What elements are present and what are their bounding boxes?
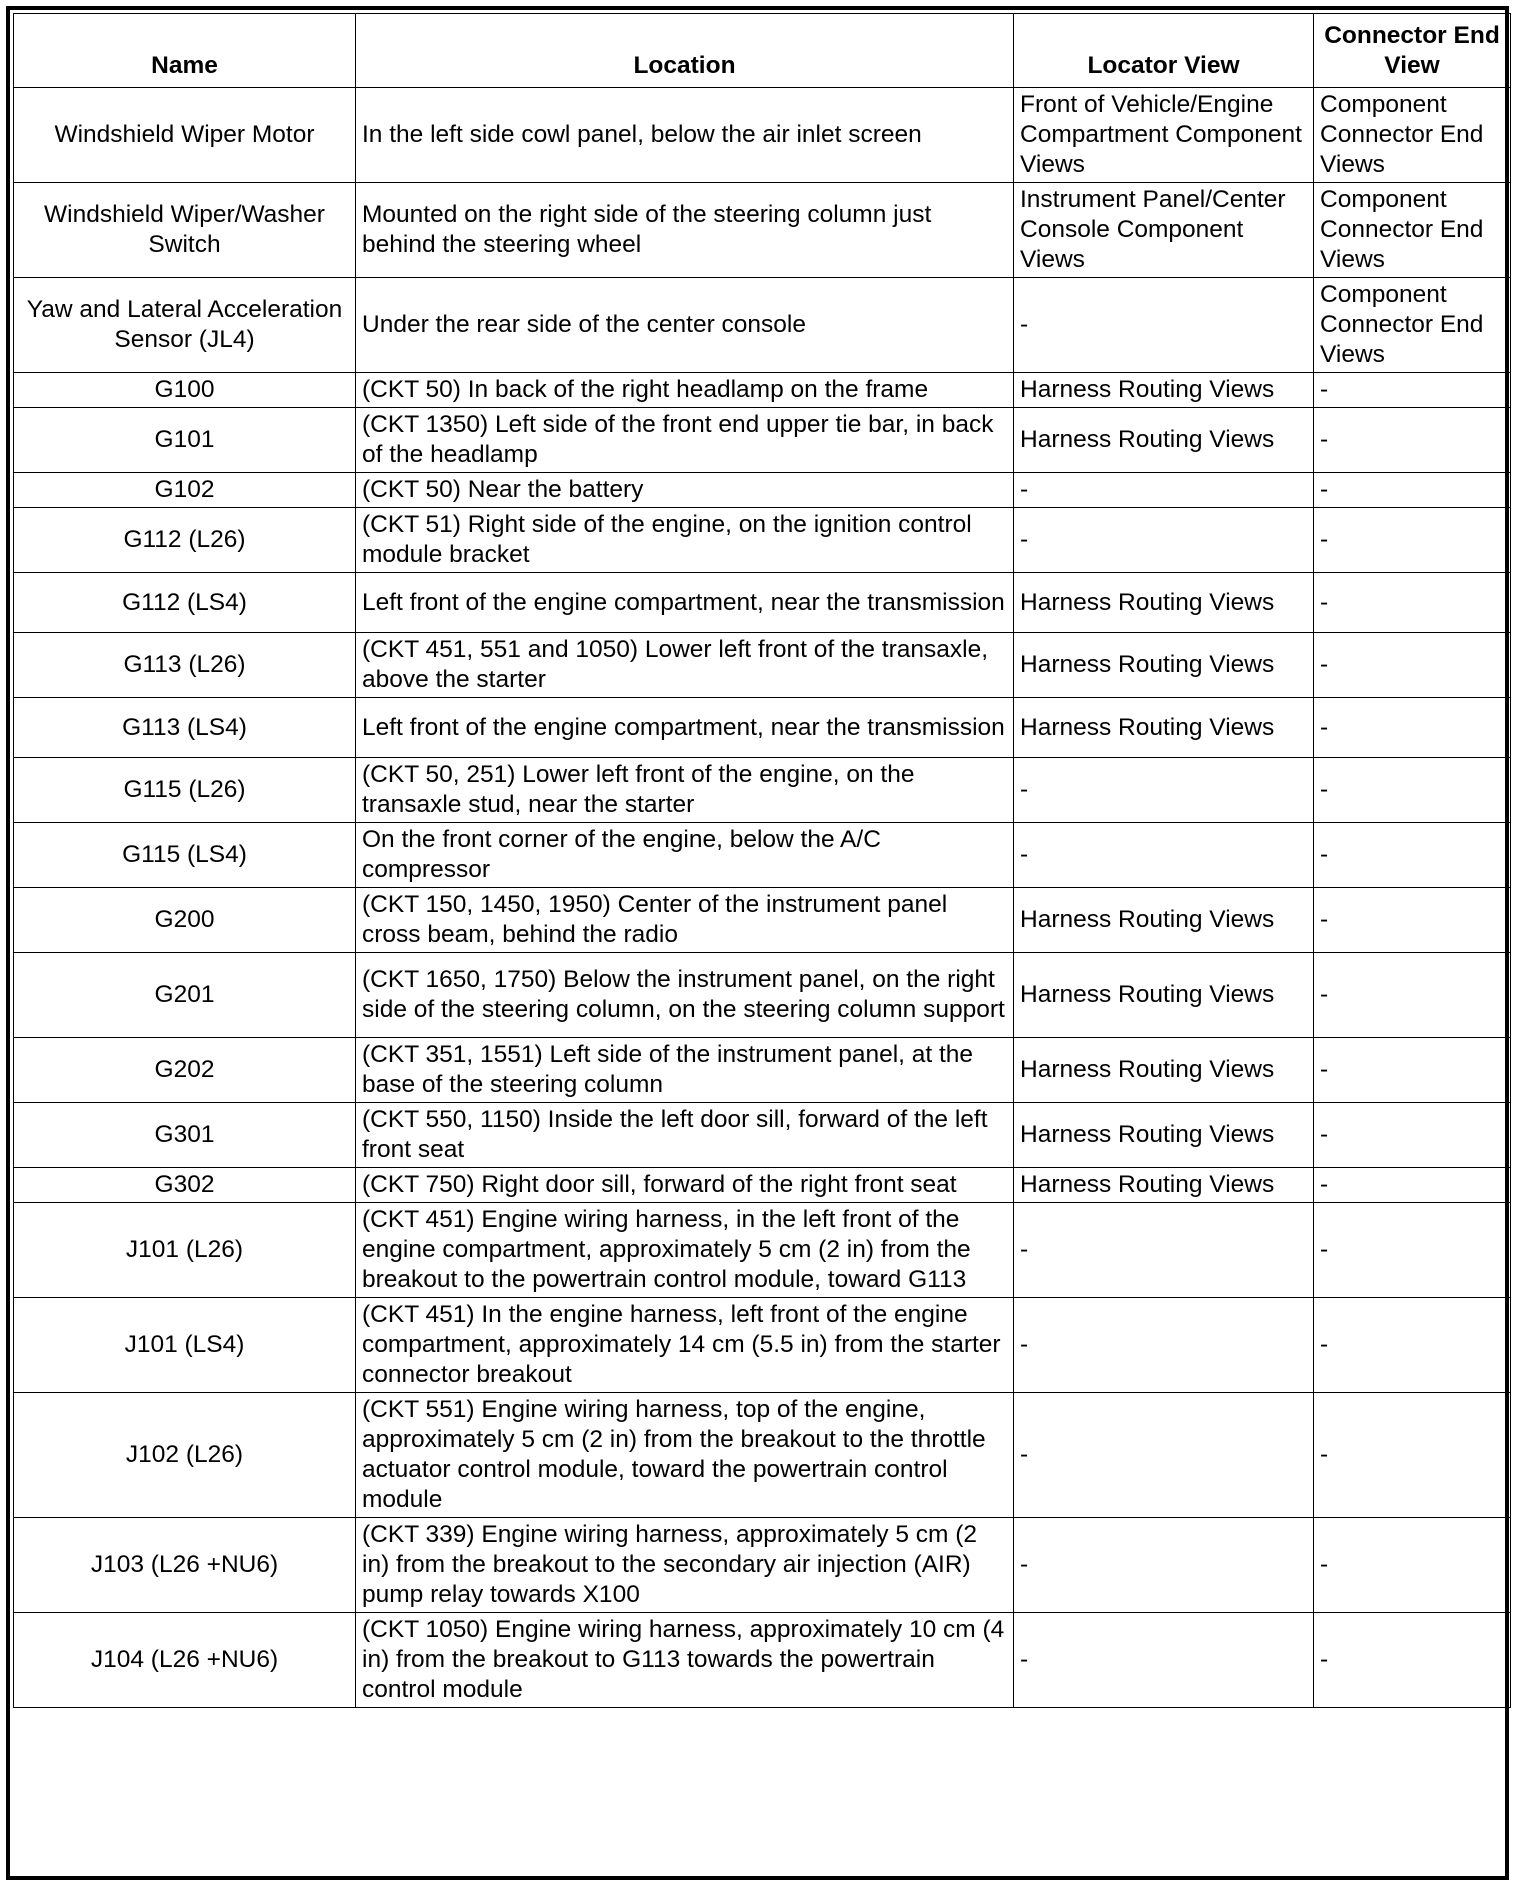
cell-name: J102 (L26): [14, 1393, 356, 1518]
cell-location: (CKT 150, 1450, 1950) Center of the instrument panel cross beam, behind the radio: [356, 888, 1014, 953]
cell-connector-end-view: Component Connector End Views: [1314, 88, 1511, 183]
cell-name: G115 (LS4): [14, 823, 356, 888]
cell-connector-end-view: -: [1314, 1298, 1511, 1393]
cell-locator-view: -: [1014, 1298, 1314, 1393]
cell-locator-view: -: [1014, 1613, 1314, 1708]
cell-locator-view: Harness Routing Views: [1014, 953, 1314, 1038]
cell-connector-end-view: -: [1314, 823, 1511, 888]
cell-name: G113 (LS4): [14, 698, 356, 758]
table-row: [14, 573, 1511, 633]
cell-name: J103 (L26 +NU6): [14, 1518, 356, 1613]
header-connector-end-view: Connector End View: [1314, 14, 1511, 88]
cell-location: (CKT 1650, 1750) Below the instrument panel, on the right side of the steering column, on the steering column support: [356, 953, 1014, 1038]
table-row: [14, 1168, 1511, 1203]
cell-name: J104 (L26 +NU6): [14, 1613, 356, 1708]
cell-name: Windshield Wiper/Washer Switch: [14, 183, 356, 278]
cell-name: G201: [14, 953, 356, 1038]
cell-name: Windshield Wiper Motor: [14, 88, 356, 183]
cell-connector-end-view: -: [1314, 758, 1511, 823]
cell-location: (CKT 551) Engine wiring harness, top of the engine, approximately 5 cm (2 in) from the breakout to the throttle actuator control module, toward the powertrain control module: [356, 1393, 1014, 1518]
cell-location: (CKT 351, 1551) Left side of the instrument panel, at the base of the steering column: [356, 1038, 1014, 1103]
table-row: [14, 183, 1511, 278]
cell-locator-view: Harness Routing Views: [1014, 1038, 1314, 1103]
cell-name: G200: [14, 888, 356, 953]
cell-connector-end-view: -: [1314, 1103, 1511, 1168]
cell-connector-end-view: -: [1314, 573, 1511, 633]
table-row: [14, 888, 1511, 953]
table-row: [14, 823, 1511, 888]
header-name: Name: [14, 14, 356, 88]
component-location-table-frame: [6, 6, 1509, 1880]
cell-locator-view: Harness Routing Views: [1014, 1103, 1314, 1168]
cell-location: (CKT 750) Right door sill, forward of the right front seat: [356, 1168, 1014, 1203]
cell-name: Yaw and Lateral Acceleration Sensor (JL4): [14, 278, 356, 373]
cell-name: G302: [14, 1168, 356, 1203]
cell-locator-view: Harness Routing Views: [1014, 633, 1314, 698]
table-row: [14, 698, 1511, 758]
cell-location: Under the rear side of the center console: [356, 278, 1014, 373]
table-row: [14, 1038, 1511, 1103]
table-row: [14, 1613, 1511, 1708]
cell-name: J101 (L26): [14, 1203, 356, 1298]
table-header-row: [14, 14, 1511, 88]
cell-locator-view: -: [1014, 1203, 1314, 1298]
cell-location: (CKT 50) In back of the right headlamp on the frame: [356, 373, 1014, 408]
cell-locator-view: -: [1014, 1518, 1314, 1613]
cell-connector-end-view: -: [1314, 1518, 1511, 1613]
cell-location: (CKT 550, 1150) Inside the left door sill, forward of the left front seat: [356, 1103, 1014, 1168]
cell-locator-view: Harness Routing Views: [1014, 408, 1314, 473]
cell-name: G113 (L26): [14, 633, 356, 698]
cell-name: G115 (L26): [14, 758, 356, 823]
cell-connector-end-view: -: [1314, 1038, 1511, 1103]
cell-connector-end-view: -: [1314, 1613, 1511, 1708]
cell-location: (CKT 1350) Left side of the front end upper tie bar, in back of the headlamp: [356, 408, 1014, 473]
cell-connector-end-view: -: [1314, 888, 1511, 953]
table-row: [14, 88, 1511, 183]
table-row: [14, 633, 1511, 698]
cell-name: J101 (LS4): [14, 1298, 356, 1393]
header-locator-view: Locator View: [1014, 14, 1314, 88]
cell-locator-view: Harness Routing Views: [1014, 698, 1314, 758]
cell-name: G301: [14, 1103, 356, 1168]
table-row: [14, 373, 1511, 408]
cell-connector-end-view: -: [1314, 1203, 1511, 1298]
cell-name: G112 (L26): [14, 508, 356, 573]
cell-connector-end-view: -: [1314, 633, 1511, 698]
cell-name: G102: [14, 473, 356, 508]
cell-connector-end-view: -: [1314, 508, 1511, 573]
cell-name: G112 (LS4): [14, 573, 356, 633]
cell-connector-end-view: -: [1314, 408, 1511, 473]
cell-connector-end-view: -: [1314, 473, 1511, 508]
table-body: [14, 88, 1511, 1708]
cell-name: G101: [14, 408, 356, 473]
cell-location: (CKT 51) Right side of the engine, on the ignition control module bracket: [356, 508, 1014, 573]
cell-location: (CKT 50) Near the battery: [356, 473, 1014, 508]
cell-locator-view: Harness Routing Views: [1014, 373, 1314, 408]
cell-locator-view: -: [1014, 508, 1314, 573]
cell-connector-end-view: -: [1314, 1393, 1511, 1518]
table-row: [14, 508, 1511, 573]
cell-connector-end-view: -: [1314, 1168, 1511, 1203]
cell-location: Left front of the engine compartment, near the transmission: [356, 573, 1014, 633]
cell-locator-view: -: [1014, 758, 1314, 823]
cell-locator-view: Harness Routing Views: [1014, 1168, 1314, 1203]
cell-location: (CKT 451) In the engine harness, left front of the engine compartment, approximately 14 cm (5.5 in) from the starter connector breakout: [356, 1298, 1014, 1393]
cell-locator-view: -: [1014, 278, 1314, 373]
cell-location: (CKT 1050) Engine wiring harness, approximately 10 cm (4 in) from the breakout to G113 towards the powertrain control module: [356, 1613, 1014, 1708]
cell-location: Left front of the engine compartment, near the transmission: [356, 698, 1014, 758]
table-row: [14, 1518, 1511, 1613]
cell-locator-view: -: [1014, 823, 1314, 888]
cell-connector-end-view: -: [1314, 373, 1511, 408]
component-location-table: [13, 13, 1511, 1708]
cell-location: Mounted on the right side of the steering column just behind the steering wheel: [356, 183, 1014, 278]
cell-locator-view: Instrument Panel/Center Console Component Views: [1014, 183, 1314, 278]
cell-locator-view: Harness Routing Views: [1014, 888, 1314, 953]
cell-location: (CKT 451, 551 and 1050) Lower left front of the transaxle, above the starter: [356, 633, 1014, 698]
cell-location: (CKT 339) Engine wiring harness, approximately 5 cm (2 in) from the breakout to the secondary air injection (AIR) pump relay towards X100: [356, 1518, 1014, 1613]
cell-location: (CKT 451) Engine wiring harness, in the left front of the engine compartment, approximately 5 cm (2 in) from the breakout to the powertrain control module, toward G113: [356, 1203, 1014, 1298]
table-row: [14, 758, 1511, 823]
cell-location: (CKT 50, 251) Lower left front of the engine, on the transaxle stud, near the starter: [356, 758, 1014, 823]
table-row: [14, 1298, 1511, 1393]
table-row: [14, 278, 1511, 373]
cell-location: In the left side cowl panel, below the air inlet screen: [356, 88, 1014, 183]
cell-connector-end-view: Component Connector End Views: [1314, 278, 1511, 373]
header-location: Location: [356, 14, 1014, 88]
table-row: [14, 1103, 1511, 1168]
cell-name: G100: [14, 373, 356, 408]
table-row: [14, 473, 1511, 508]
cell-locator-view: Harness Routing Views: [1014, 573, 1314, 633]
cell-connector-end-view: -: [1314, 953, 1511, 1038]
cell-locator-view: -: [1014, 473, 1314, 508]
cell-locator-view: Front of Vehicle/Engine Compartment Component Views: [1014, 88, 1314, 183]
table-row: [14, 1203, 1511, 1298]
cell-connector-end-view: Component Connector End Views: [1314, 183, 1511, 278]
table-row: [14, 408, 1511, 473]
table-row: [14, 953, 1511, 1038]
cell-name: G202: [14, 1038, 356, 1103]
table-row: [14, 1393, 1511, 1518]
cell-locator-view: -: [1014, 1393, 1314, 1518]
cell-location: On the front corner of the engine, below the A/C compressor: [356, 823, 1014, 888]
cell-connector-end-view: -: [1314, 698, 1511, 758]
